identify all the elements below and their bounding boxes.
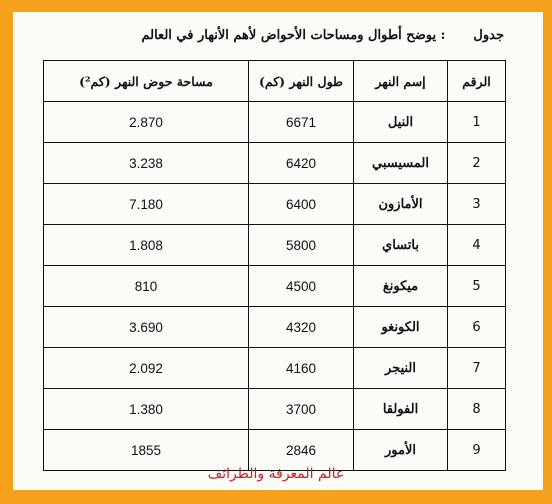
cell-river-length: 4320 xyxy=(249,307,354,348)
cell-river-length: 6400 xyxy=(249,184,354,225)
cell-river-length: 4160 xyxy=(249,348,354,389)
cell-river-name: الكونغو xyxy=(354,307,448,348)
cell-number: 1 xyxy=(448,102,506,143)
header-number: الرقم xyxy=(448,61,506,102)
cell-river-length: 6420 xyxy=(249,143,354,184)
cell-river-length: 5800 xyxy=(249,225,354,266)
cell-basin-area: 3.238 xyxy=(44,143,249,184)
table-row xyxy=(44,307,506,348)
cell-river-name: الفولقا xyxy=(354,389,448,430)
table-row xyxy=(44,430,506,471)
cell-basin-area: 810 xyxy=(44,266,249,307)
table-row xyxy=(44,225,506,266)
rivers-table xyxy=(43,60,506,471)
cell-river-length: 6671 xyxy=(249,102,354,143)
cell-number: 6 xyxy=(448,307,506,348)
cell-river-name: النيجر xyxy=(354,348,448,389)
cell-number: 5 xyxy=(448,266,506,307)
cell-river-length: 2846 xyxy=(249,430,354,471)
caption-text: : يوضح أطوال ومساحات الأحواض لأهم الأنهار في العالم xyxy=(141,27,446,43)
cell-river-name: ميكونغ xyxy=(354,266,448,307)
cell-river-name: الأمور xyxy=(354,430,448,471)
cell-basin-area: 3.690 xyxy=(44,307,249,348)
caption-label: جدول xyxy=(473,27,504,43)
cell-number: 2 xyxy=(448,143,506,184)
cell-river-name: النيل xyxy=(354,102,448,143)
cell-number: 8 xyxy=(448,389,506,430)
cell-basin-area: 2.092 xyxy=(44,348,249,389)
cell-river-length: 3700 xyxy=(249,389,354,430)
cell-basin-area: 2.870 xyxy=(44,102,249,143)
header-basin-area: مساحة حوض النهر (كم²) xyxy=(44,61,249,102)
table-caption xyxy=(34,22,544,48)
header-river-length: طول النهر (كم) xyxy=(249,61,354,102)
cell-river-name: المسيسبي xyxy=(354,143,448,184)
header-river-name: إسم النهر xyxy=(354,61,448,102)
table-row xyxy=(44,143,506,184)
watermark-text: عالم المعرفة والطرائف xyxy=(207,466,345,482)
cell-river-name: الأمازون xyxy=(354,184,448,225)
cell-basin-area: 1.808 xyxy=(44,225,249,266)
cell-number: 3 xyxy=(448,184,506,225)
cell-basin-area: 1855 xyxy=(44,430,249,471)
cell-number: 7 xyxy=(448,348,506,389)
table-row xyxy=(44,102,506,143)
cell-number: 4 xyxy=(448,225,506,266)
table-row xyxy=(44,266,506,307)
cell-basin-area: 1.380 xyxy=(44,389,249,430)
table-row xyxy=(44,184,506,225)
table-header-row xyxy=(44,61,506,102)
table-row xyxy=(44,389,506,430)
cell-number: 9 xyxy=(448,430,506,471)
cell-river-length: 4500 xyxy=(249,266,354,307)
cell-river-name: باتساي xyxy=(354,225,448,266)
table-row xyxy=(44,348,506,389)
cell-basin-area: 7.180 xyxy=(44,184,249,225)
